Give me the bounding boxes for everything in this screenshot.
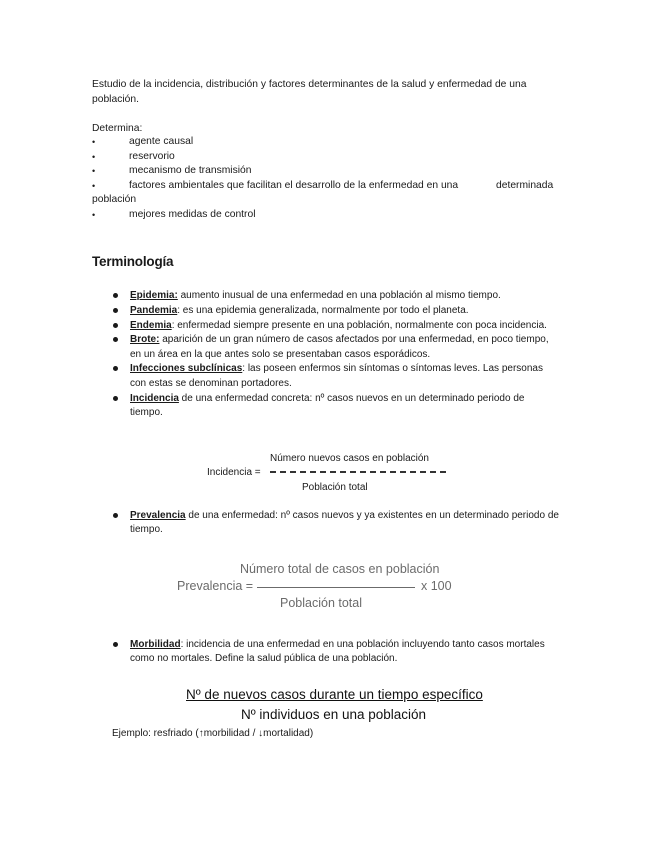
bullet-icon [113, 308, 118, 313]
morbilidad-numerator: Nº de nuevos casos durante un tiempo específico [186, 687, 483, 702]
term-item [113, 304, 553, 318]
term-definition: aumento inusual de una enfermedad en una población al mismo tiempo. [177, 290, 501, 301]
list-item-continuation: población [92, 194, 137, 205]
prevalencia-denominator: Población total [280, 596, 363, 610]
bullet-icon [113, 323, 118, 328]
example-line: Ejemplo: resfriado (↑morbilidad / ↓mortalidad) [112, 728, 314, 739]
bullet-icon [113, 513, 118, 518]
bullet-icon: • [92, 180, 96, 191]
incidencia-label: Incidencia = [207, 467, 261, 478]
term-definition: : incidencia de una enfermedad en una población incluyendo tanto casos mortales como no mortales. Define la salud pública de una población. [130, 639, 545, 665]
bullet-icon [113, 293, 118, 298]
list-item: • mecanismo de transmisión [92, 164, 612, 179]
term-definition: : enfermedad siempre presente en una población, normalmente con poca incidencia. [171, 319, 547, 331]
determina-list [92, 135, 612, 222]
fraction-bar [257, 587, 415, 588]
terminology-list [113, 289, 553, 421]
bullet-icon: • [92, 151, 96, 162]
prevalencia-label: Prevalencia = [177, 579, 254, 593]
list-item: • agente causal [92, 135, 612, 150]
term-definition: de una enfermedad concreta: nº casos nuevos en un determinado periodo de tiempo. [130, 392, 525, 418]
term-item-morbilidad [113, 638, 570, 667]
list-item-tail: determinada [496, 179, 554, 191]
term-item [113, 392, 553, 421]
list-item: • mejores medidas de control [92, 208, 612, 223]
fraction-bar [270, 471, 446, 473]
list-item: • factores ambientales que facilitan el desarrollo de la enfermedad en una determinada [92, 179, 612, 194]
bullet-icon: • [92, 166, 96, 176]
term-label: Endemia [130, 319, 172, 331]
prevalencia-numerator: Número total de casos en población [240, 562, 440, 576]
term-definition: : es una epidemia generalizada, normalmente por todo el planeta. [177, 304, 469, 316]
term-label: Epidemia: [130, 290, 178, 301]
bullet-icon [113, 642, 118, 647]
term-item [113, 362, 553, 391]
term-label: Pandemia [130, 304, 178, 316]
term-definition: de una enfermedad: nº casos nuevos y ya existentes en un determinado periodo de tiempo. [130, 510, 559, 536]
determina-heading: Determina: [92, 123, 143, 134]
incidencia-numerator: Número nuevos casos en población [270, 453, 429, 464]
term-label: Brote: [130, 334, 160, 346]
intro-paragraph: Estudio de la incidencia, distribución y factores determinantes de la salud y enfermedad de una población. [92, 79, 527, 105]
term-label: Infecciones subclínicas [130, 363, 243, 375]
bullet-icon [113, 337, 118, 342]
bullet-icon: • [92, 137, 96, 147]
bullet-icon [113, 366, 118, 371]
section-heading: Terminología [92, 254, 174, 269]
term-item [113, 289, 553, 303]
incidencia-denominator: Población total [302, 482, 368, 493]
term-label: Incidencia [130, 392, 179, 404]
term-item-prevalencia [113, 509, 570, 538]
term-item [113, 333, 553, 362]
term-label: Morbilidad [130, 639, 181, 650]
term-definition: aparición de un gran número de casos afectados por una enfermedad, en poco tiempo, en un área en la que antes solo se presentaban casos esporádicos. [130, 334, 549, 360]
term-definition: : las poseen enfermos sin síntomas o síntomas leves. Las personas con estas se denominan portadores. [130, 363, 543, 389]
list-item: • reservorio [92, 150, 612, 165]
term-label: Prevalencia [130, 510, 186, 521]
prevalencia-multiplier: x 100 [421, 579, 452, 593]
morbilidad-denominator: Nº individuos en una población [241, 707, 427, 722]
bullet-icon: • [92, 209, 96, 220]
bullet-icon [113, 396, 118, 401]
term-item [113, 319, 553, 333]
